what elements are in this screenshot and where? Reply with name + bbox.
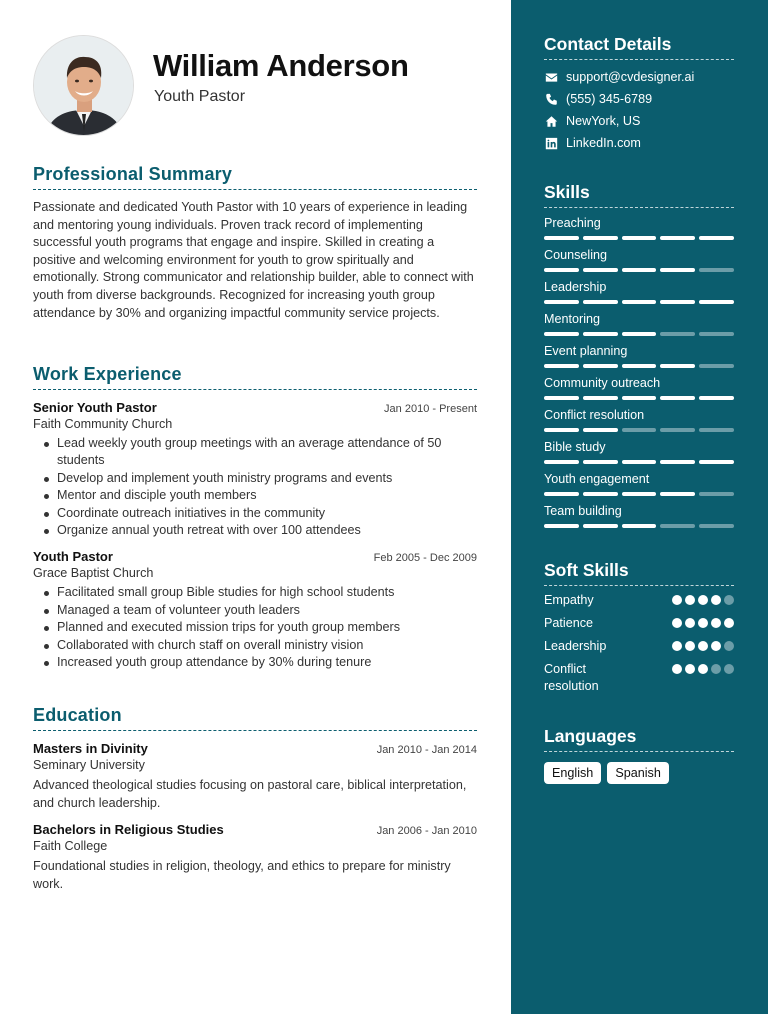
skill-level-segment xyxy=(622,364,657,368)
skill-level-segment xyxy=(660,396,695,400)
skill-level-segment xyxy=(583,364,618,368)
skill-level-segment xyxy=(544,492,579,496)
soft-skill-name: Conflict resolution xyxy=(544,662,599,693)
education-heading: Education xyxy=(33,705,477,731)
skill-level-bar xyxy=(544,332,734,336)
skill-level-segment xyxy=(660,460,695,464)
skill-level-segment xyxy=(699,300,734,304)
contact-section xyxy=(544,34,734,151)
skill-item xyxy=(544,440,734,464)
rating-dot xyxy=(724,664,734,674)
job-bullets xyxy=(33,435,477,539)
skill-level-segment xyxy=(660,492,695,496)
job-bullet: Facilitated small group Bible studies for high school students xyxy=(33,584,477,601)
rating-dot xyxy=(685,664,695,674)
skill-level-segment xyxy=(660,332,695,336)
rating-dot xyxy=(724,595,734,605)
skill-item xyxy=(544,248,734,272)
skill-level-bar xyxy=(544,428,734,432)
job-header xyxy=(33,549,477,564)
soft-skills-heading: Soft Skills xyxy=(544,560,734,586)
soft-skill-name: Empathy xyxy=(544,593,594,607)
skill-level-segment xyxy=(583,268,618,272)
education-section xyxy=(33,705,477,893)
skill-name: Event planning xyxy=(544,344,628,358)
skill-level-segment xyxy=(660,364,695,368)
rating-dot xyxy=(698,641,708,651)
skill-name: Mentoring xyxy=(544,312,601,326)
skill-level-segment xyxy=(699,332,734,336)
rating-dot xyxy=(685,641,695,651)
education-entry xyxy=(33,822,477,893)
phone-icon xyxy=(544,92,558,106)
skill-level-segment xyxy=(544,524,579,528)
rating-dot xyxy=(698,595,708,605)
sidebar xyxy=(511,0,768,1014)
contact-text: (555) 345-6789 xyxy=(566,92,653,106)
skill-level-bar xyxy=(544,236,734,240)
skill-name: Community outreach xyxy=(544,376,661,390)
soft-skills-section xyxy=(544,560,734,695)
skill-level-segment xyxy=(544,460,579,464)
skill-level-segment xyxy=(622,332,657,336)
job-date: Jan 2010 - Present xyxy=(384,403,477,415)
skill-level-bar xyxy=(544,300,734,304)
education-date: Jan 2010 - Jan 2014 xyxy=(376,744,477,756)
contact-text: support@cvdesigner.ai xyxy=(566,70,695,84)
skill-level-segment xyxy=(583,236,618,240)
linkedin-icon xyxy=(544,136,558,150)
job-date: Feb 2005 - Dec 2009 xyxy=(373,552,477,565)
job-entry xyxy=(33,549,477,671)
skill-name: Youth engagement xyxy=(544,472,650,486)
skill-level-segment xyxy=(544,364,579,368)
skill-level-segment xyxy=(699,492,734,496)
skills-section xyxy=(544,182,734,528)
rating-dot xyxy=(724,618,734,628)
skill-level-segment xyxy=(699,460,734,464)
job-bullet: Managed a team of volunteer youth leaders xyxy=(33,602,477,619)
education-header xyxy=(33,741,477,756)
skill-item xyxy=(544,312,734,336)
skill-item xyxy=(544,280,734,304)
skill-level-segment xyxy=(699,524,734,528)
skill-level-segment xyxy=(660,428,695,432)
skill-level-segment xyxy=(544,236,579,240)
rating-dot xyxy=(685,618,695,628)
skill-level-segment xyxy=(583,524,618,528)
skill-level-segment xyxy=(583,332,618,336)
skill-level-segment xyxy=(622,236,657,240)
skill-level-segment xyxy=(583,396,618,400)
language-badge: Spanish xyxy=(607,762,669,784)
job-organization: Faith Community Church xyxy=(33,417,173,431)
contact-item[interactable] xyxy=(544,113,734,129)
job-bullet: Lead weekly youth group meetings with an average attendance of 50 students xyxy=(33,435,477,470)
rating-dot xyxy=(724,641,734,651)
skill-level-segment xyxy=(544,300,579,304)
job-bullet: Collaborated with church staff on overall ministry vision xyxy=(33,637,477,654)
job-list xyxy=(33,400,477,671)
skill-level-bar xyxy=(544,460,734,464)
rating-dot xyxy=(698,618,708,628)
skill-name: Bible study xyxy=(544,440,606,454)
skill-level-segment xyxy=(544,428,579,432)
soft-skill-rating xyxy=(672,618,734,628)
rating-dot xyxy=(711,641,721,651)
skill-level-bar xyxy=(544,524,734,528)
skills-heading: Skills xyxy=(544,182,734,208)
skill-level-segment xyxy=(699,428,734,432)
skill-level-segment xyxy=(699,268,734,272)
contact-item[interactable] xyxy=(544,135,734,151)
education-list xyxy=(33,741,477,893)
skill-level-segment xyxy=(622,396,657,400)
skill-level-segment xyxy=(544,332,579,336)
job-bullet: Mentor and disciple youth members xyxy=(33,487,477,504)
language-badge: English xyxy=(544,762,601,784)
job-header xyxy=(33,400,477,415)
soft-skill-item xyxy=(544,638,734,655)
skill-name: Team building xyxy=(544,504,622,518)
job-bullet: Organize annual youth retreat with over 100 attendees xyxy=(33,522,477,539)
soft-skill-name: Leadership xyxy=(544,639,607,653)
education-description: Advanced theological studies focusing on pastoral care, biblical interpretation, and church leadership. xyxy=(33,778,467,810)
skill-level-segment xyxy=(660,524,695,528)
job-bullet: Coordinate outreach initiatives in the community xyxy=(33,505,477,522)
language-list xyxy=(544,762,734,784)
education-school: Faith College xyxy=(33,839,108,854)
education-degree: Masters in Divinity xyxy=(33,741,148,756)
skill-level-segment xyxy=(583,460,618,464)
job-role: Youth Pastor xyxy=(33,549,113,565)
job-bullet: Increased youth group attendance by 30% during tenure xyxy=(33,654,477,671)
skill-level-bar xyxy=(544,268,734,272)
job-organization: Grace Baptist Church xyxy=(33,566,154,581)
skill-level-segment xyxy=(622,492,657,496)
rating-dot xyxy=(711,618,721,628)
soft-skill-rating xyxy=(672,664,734,674)
skill-level-segment xyxy=(622,300,657,304)
skill-level-segment xyxy=(699,364,734,368)
home-icon xyxy=(544,114,558,128)
education-school: Seminary University xyxy=(33,758,145,772)
summary-section xyxy=(33,164,477,322)
summary-text: Passionate and dedicated Youth Pastor with 10 years of experience in leading and mentoring young individuals. Proven track record of implementing successful youth programs that engage and inspire. Skilled in creating a positive and welcoming environment for youth to grow spiritually and emotionally. Strong communicator and relationship builder, able to connect with youth from diverse backgrounds. Recognized for increasing youth group attendance by 30% and organizing impactful community service projects. xyxy=(33,200,474,320)
experience-section xyxy=(33,364,477,671)
skill-level-segment xyxy=(622,524,657,528)
skill-level-segment xyxy=(583,300,618,304)
skill-level-segment xyxy=(699,236,734,240)
education-date: Jan 2006 - Jan 2010 xyxy=(376,825,477,838)
contact-list xyxy=(544,69,734,151)
skill-name: Preaching xyxy=(544,216,601,230)
rating-dot xyxy=(672,595,682,605)
skill-item xyxy=(544,376,734,400)
job-bullets xyxy=(33,584,477,671)
skill-level-segment xyxy=(699,396,734,400)
education-description: Foundational studies in religion, theology, and ethics to prepare for ministry work. xyxy=(33,859,451,891)
avatar xyxy=(33,35,134,136)
summary-heading: Professional Summary xyxy=(33,164,477,190)
skill-level-segment xyxy=(622,268,657,272)
soft-skill-item xyxy=(544,661,734,695)
rating-dot xyxy=(698,664,708,674)
job-entry xyxy=(33,400,477,539)
skill-level-segment xyxy=(544,396,579,400)
soft-skill-rating xyxy=(672,641,734,651)
skill-item xyxy=(544,504,734,528)
skill-item xyxy=(544,472,734,496)
rating-dot xyxy=(711,595,721,605)
languages-section xyxy=(544,726,734,784)
skill-item xyxy=(544,344,734,368)
skill-level-segment xyxy=(660,268,695,272)
skill-level-segment xyxy=(660,236,695,240)
skill-item xyxy=(544,216,734,240)
skill-name: Conflict resolution xyxy=(544,408,645,422)
experience-heading: Work Experience xyxy=(33,364,477,390)
skill-level-segment xyxy=(583,492,618,496)
contact-item[interactable] xyxy=(544,91,734,107)
rating-dot xyxy=(672,641,682,651)
email-icon xyxy=(544,70,558,84)
soft-skill-rating xyxy=(672,595,734,605)
education-header xyxy=(33,822,477,837)
rating-dot xyxy=(672,618,682,628)
skill-item xyxy=(544,408,734,432)
education-degree: Bachelors in Religious Studies xyxy=(33,822,224,838)
rating-dot xyxy=(711,664,721,674)
candidate-title: Youth Pastor xyxy=(154,88,246,105)
skill-list xyxy=(544,216,734,528)
candidate-name: William Anderson xyxy=(153,48,409,83)
skill-level-bar xyxy=(544,364,734,368)
contact-item[interactable] xyxy=(544,69,734,85)
skill-level-segment xyxy=(544,268,579,272)
skill-level-segment xyxy=(622,428,657,432)
skill-level-segment xyxy=(660,300,695,304)
soft-skill-name: Patience xyxy=(544,616,594,630)
education-entry xyxy=(33,741,477,812)
contact-heading: Contact Details xyxy=(544,34,734,60)
rating-dot xyxy=(672,664,682,674)
languages-heading: Languages xyxy=(544,726,734,752)
job-role: Senior Youth Pastor xyxy=(33,400,157,415)
skill-level-bar xyxy=(544,396,734,400)
skill-level-bar xyxy=(544,492,734,496)
avatar-photo xyxy=(34,36,134,136)
soft-skill-item xyxy=(544,592,734,609)
skill-name: Counseling xyxy=(544,248,608,262)
rating-dot xyxy=(685,595,695,605)
contact-text: LinkedIn.com xyxy=(566,136,641,150)
skill-level-segment xyxy=(583,428,618,432)
job-bullet: Planned and executed mission trips for youth group members xyxy=(33,619,477,636)
contact-text: NewYork, US xyxy=(566,114,641,128)
skill-level-segment xyxy=(622,460,657,464)
soft-skill-list xyxy=(544,592,734,695)
skill-name: Leadership xyxy=(544,280,607,294)
soft-skill-item xyxy=(544,615,734,632)
job-bullet: Develop and implement youth ministry programs and events xyxy=(33,470,477,487)
